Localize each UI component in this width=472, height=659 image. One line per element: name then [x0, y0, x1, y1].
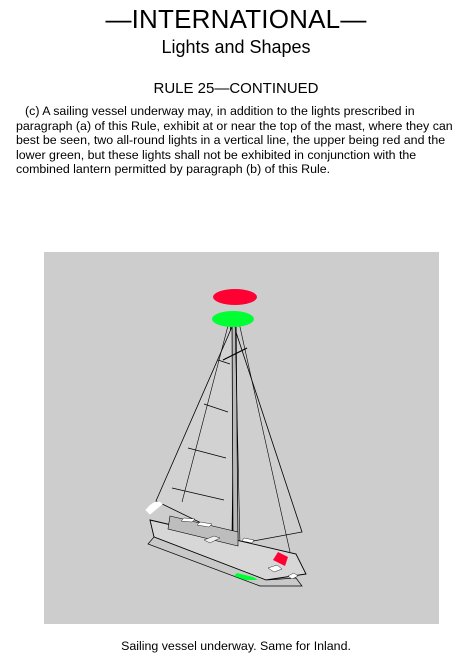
stern-white-light	[146, 502, 162, 514]
masthead-red-light	[213, 289, 257, 305]
illustration-panel	[44, 252, 439, 624]
page-title: —INTERNATIONAL—	[105, 4, 367, 34]
headsail	[230, 314, 302, 544]
mainsail	[156, 320, 235, 538]
figure-caption: Sailing vessel underway. Same for Inland.	[121, 639, 351, 653]
rule-heading: RULE 25—CONTINUED	[153, 80, 319, 97]
masthead-green-light	[212, 311, 254, 327]
sailing-vessel-illustration	[44, 252, 439, 624]
sails	[156, 314, 302, 544]
page-subtitle: Lights and Shapes	[161, 37, 311, 57]
rule-paragraph: (c) A sailing vessel underway may, in addition to the lights prescribed in paragraph (a) of this Rule, exhibit at or near the top of the mast, where they can best be seen, two all-round lights in a vertical line, the upper being red and the lower green, but these lights shall not be exhibited in conjunction with the combined lantern permitted by paragraph (b) of this Rule.	[16, 104, 453, 177]
